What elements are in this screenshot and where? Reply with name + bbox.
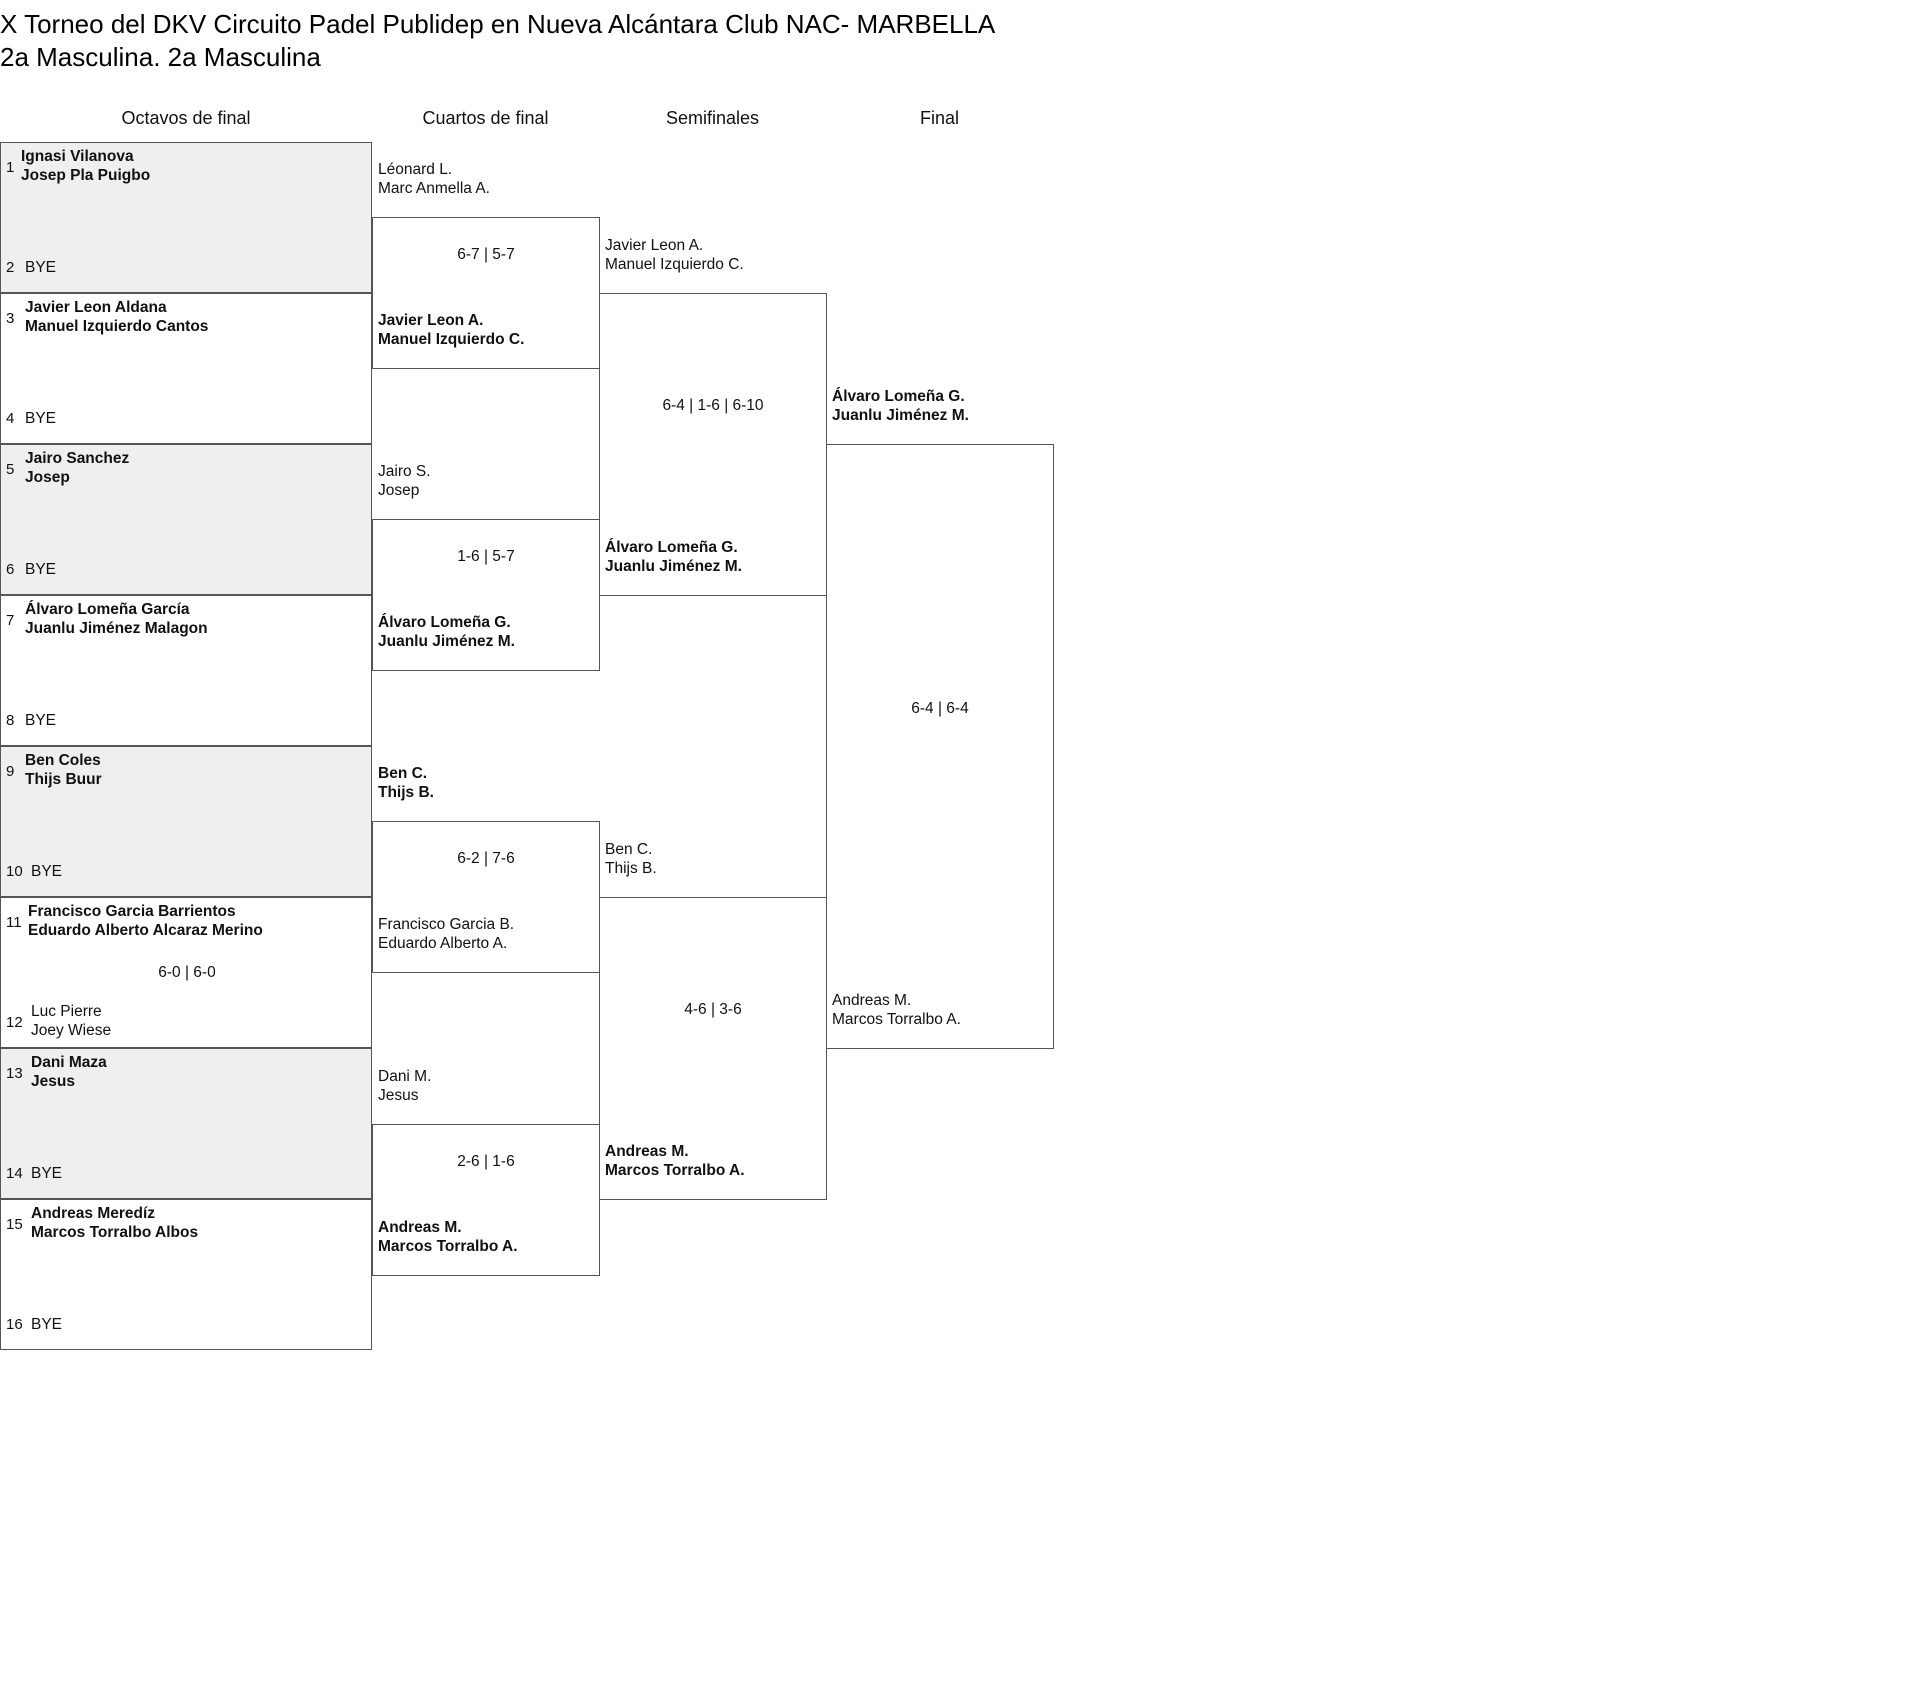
player-name: Josep — [25, 469, 70, 486]
player-name: Jesus — [31, 1073, 75, 1090]
player-name: Álvaro Lomeña G. — [832, 388, 965, 405]
r16-match-1 — [0, 142, 372, 293]
category-subtitle: 2a Masculina. 2a Masculina — [0, 42, 321, 72]
r16-match-3 — [0, 444, 372, 595]
r16-match-5 — [0, 746, 372, 897]
round-header-sf: Semifinales — [665, 108, 760, 128]
qf-1-bottom-team — [378, 311, 524, 349]
player-name: Manuel Izquierdo C. — [378, 331, 525, 348]
player-name: Marc Anmella A. — [378, 180, 490, 197]
seed-number: 7 — [6, 612, 15, 629]
bye-label: BYE — [31, 863, 63, 880]
qf-4-score: 2-6 | 1-6 — [457, 1153, 515, 1170]
final-match-bracket — [826, 444, 1054, 1049]
player-name: Juanlu Jiménez M. — [378, 633, 515, 650]
player-name: Andreas M. — [832, 992, 912, 1009]
player-name: Ben C. — [605, 841, 653, 858]
seed-number: 1 — [6, 159, 15, 176]
player-name: Eduardo Alberto Alcaraz Merino — [28, 922, 263, 939]
sf-1-top-team — [605, 236, 744, 274]
sf-2-bottom-team — [605, 1142, 745, 1180]
player-name: Josep Pla Puigbo — [21, 167, 151, 184]
player-name: Josep — [378, 482, 420, 499]
qf-3-bottom-team — [378, 915, 514, 953]
player-name: Javier Leon A. — [378, 312, 484, 329]
seed-number: 4 — [6, 410, 15, 427]
r16-top-team — [25, 298, 208, 336]
r16-match-4 — [0, 595, 372, 746]
player-name: Jairo S. — [378, 463, 431, 480]
sf-2-score: 4-6 | 3-6 — [684, 1001, 742, 1018]
player-name: Luc Pierre — [31, 1003, 102, 1020]
player-name: Thijs B. — [378, 784, 434, 801]
player-name: Ben C. — [378, 765, 428, 782]
player-name: Juanlu Jiménez Malagon — [25, 620, 208, 637]
bye-label: BYE — [25, 712, 57, 729]
r16-top-team — [31, 1204, 198, 1242]
player-name: Juanlu Jiménez M. — [605, 558, 742, 575]
bye-label: BYE — [25, 561, 57, 578]
player-name: Francisco Garcia Barrientos — [28, 903, 236, 920]
round-header-r16: Octavos de final — [121, 108, 251, 128]
seed-number: 14 — [6, 1165, 23, 1182]
player-name: Manuel Izquierdo Cantos — [25, 318, 209, 335]
qf-3-top-team — [378, 764, 434, 802]
player-name: Eduardo Alberto A. — [378, 935, 508, 952]
r16-match-2 — [0, 293, 372, 444]
player-name: Francisco Garcia B. — [378, 916, 515, 933]
seed-number: 8 — [6, 712, 15, 729]
player-name: Marcos Torralbo Albos — [31, 1224, 199, 1241]
r16-top-team — [25, 751, 102, 789]
bye-label: BYE — [31, 1316, 63, 1333]
seed-number: 2 — [6, 259, 15, 276]
seed-number: 12 — [6, 1014, 23, 1031]
r16-top-team — [25, 600, 208, 638]
player-name: Manuel Izquierdo C. — [605, 256, 744, 273]
player-name: Marcos Torralbo A. — [378, 1238, 518, 1255]
sf-1-score: 6-4 | 1-6 | 6-10 — [662, 397, 764, 414]
player-name: Dani M. — [378, 1068, 432, 1085]
bye-label: BYE — [31, 1165, 63, 1182]
r16-top-team — [21, 147, 150, 185]
r16-match-6 — [0, 897, 372, 1048]
qf-1-top-team — [378, 160, 490, 198]
seed-number: 5 — [6, 461, 15, 478]
qf-4-bottom-team — [378, 1218, 518, 1256]
player-name: Andreas M. — [378, 1219, 462, 1236]
seed-number: 3 — [6, 310, 15, 327]
r16-match-7 — [0, 1048, 372, 1199]
final-bottom-team — [832, 991, 961, 1029]
r16-match-8 — [0, 1199, 372, 1350]
qf-1-score: 6-7 | 5-7 — [457, 246, 515, 263]
qf-2-top-team — [378, 462, 431, 500]
qf-2-bottom-team — [378, 613, 515, 651]
qf-4-top-team — [378, 1067, 431, 1105]
seed-number: 11 — [6, 914, 22, 931]
final-score: 6-4 | 6-4 — [911, 700, 969, 717]
player-name: Joey Wiese — [31, 1022, 112, 1039]
round-header-qf: Cuartos de final — [422, 108, 549, 128]
player-name: Marcos Torralbo A. — [605, 1162, 745, 1179]
player-name: Thijs B. — [605, 860, 657, 877]
player-name: Jairo Sanchez — [25, 450, 130, 467]
player-name: Ben Coles — [25, 752, 101, 769]
player-name: Álvaro Lomeña García — [25, 601, 190, 618]
player-name: Andreas M. — [605, 1143, 689, 1160]
player-name: Javier Leon Aldana — [25, 299, 167, 316]
player-name: Javier Leon A. — [605, 237, 704, 254]
player-name: Álvaro Lomeña G. — [605, 539, 738, 556]
r16-top-team — [25, 449, 129, 487]
r16-top-team — [31, 1053, 107, 1091]
sf-1-bottom-team — [605, 538, 742, 576]
seed-number: 6 — [6, 561, 15, 578]
qf-3-score: 6-2 | 7-6 — [457, 850, 515, 867]
tournament-title: X Torneo del DKV Circuito Padel Publidep en Nueva Alcántara Club NAC- MARBELLA — [0, 9, 996, 39]
r16-bottom-team — [31, 1002, 111, 1040]
player-name: Dani Maza — [31, 1054, 107, 1071]
player-name: Léonard L. — [378, 161, 453, 178]
seed-number: 9 — [6, 763, 15, 780]
match-score: 6-0 | 6-0 — [158, 964, 216, 981]
seed-number: 10 — [6, 863, 23, 880]
player-name: Jesus — [378, 1087, 419, 1104]
seed-number: 16 — [6, 1316, 23, 1333]
final-top-team — [832, 387, 969, 425]
player-name: Juanlu Jiménez M. — [832, 407, 969, 424]
seed-number: 13 — [6, 1065, 23, 1082]
bye-label: BYE — [25, 410, 57, 427]
bye-label: BYE — [25, 259, 57, 276]
player-name: Ignasi Vilanova — [21, 148, 134, 165]
player-name: Andreas Meredíz — [31, 1205, 156, 1222]
player-name: Marcos Torralbo A. — [832, 1011, 961, 1028]
player-name: Thijs Buur — [25, 771, 102, 788]
seed-number: 15 — [6, 1216, 23, 1233]
r16-top-team — [28, 902, 263, 940]
round-header-final: Final — [919, 108, 959, 128]
player-name: Álvaro Lomeña G. — [378, 614, 511, 631]
qf-2-score: 1-6 | 5-7 — [457, 548, 515, 565]
sf-2-top-team — [605, 840, 657, 878]
